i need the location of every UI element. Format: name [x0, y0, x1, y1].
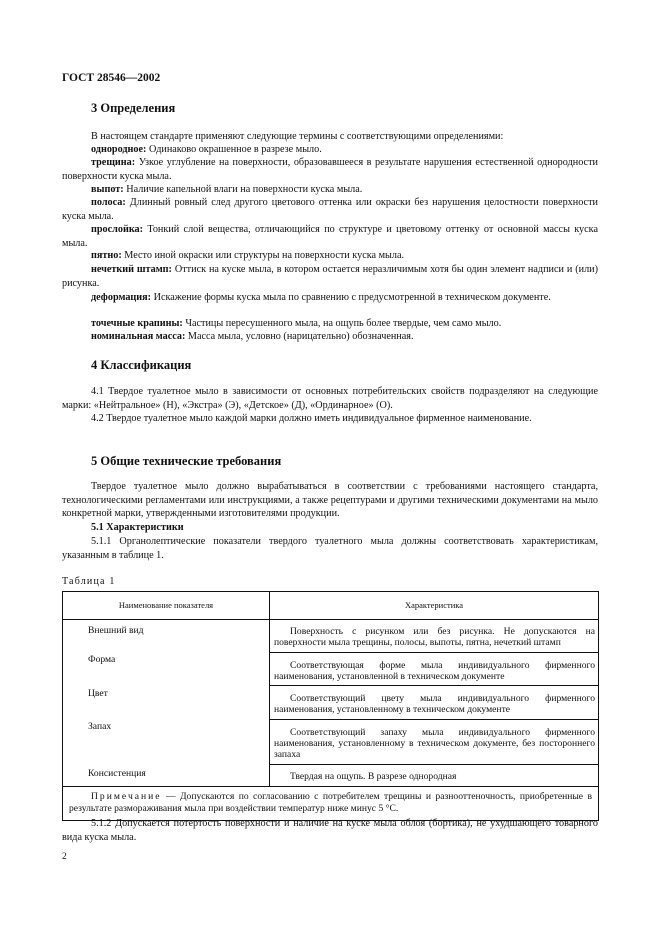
table-cell-name: Запах	[88, 721, 112, 733]
definition-item	[62, 156, 598, 183]
table-row	[63, 719, 599, 764]
definition-text: Место иной окраски или структуры на поверхности куска мыла.	[121, 250, 405, 261]
table-row	[63, 686, 599, 720]
table-header-row	[63, 592, 599, 620]
table-cell-characteristic	[270, 764, 599, 786]
document-header: ГОСТ 28546—2002	[62, 72, 161, 84]
subsection-5-1-title: 5.1 Характеристики	[91, 522, 184, 533]
table-cell-characteristic	[270, 620, 599, 653]
definition-term: деформация:	[91, 292, 152, 303]
table-cell-characteristic	[270, 686, 599, 720]
cell-text: Соответствующая форме мыла индивидуального фирменного наименования, установленной в техническом документе	[274, 659, 595, 682]
definition-term: точечные крапины:	[91, 318, 183, 329]
definition-text: Наличие капельной влаги на поверхности куска мыла.	[123, 184, 363, 195]
table-note	[63, 786, 599, 820]
table-caption: Таблица 1	[62, 576, 116, 587]
page-number: 2	[62, 852, 67, 862]
definition-text: Искажение формы куска мыла по сравнению с предусмотренной в техническом документе.	[151, 292, 551, 303]
paragraph-5-1-2: 5.1.2 Допускается потертость поверхности и наличие на куске мыла облоя (бортика), не ухудшающего товарного вида куска мыла.	[62, 818, 598, 843]
definition-text: Частицы пересушенного мыла, на ощупь более твердые, чем само мыло.	[182, 318, 502, 329]
table-cell-name: Форма	[88, 654, 116, 666]
table-row	[63, 652, 599, 686]
table-row	[63, 764, 599, 786]
definition-term: пятно:	[91, 250, 122, 261]
table-header-name: Наименование показателя	[63, 592, 270, 620]
paragraph-4-2: 4.2 Твердое туалетное мыло каждой марки должно иметь индивидуальное фирменное наименование.	[91, 413, 532, 424]
section-5-title: 5 Общие технические требования	[91, 454, 282, 468]
paragraph-5-1-1: 5.1.1 Органолептические показатели твердого туалетного мыла должны соответствовать характеристикам, указанным в таблице 1.	[62, 536, 598, 561]
definition-text: Оттиск на куске мыла, в котором остается неразличимым хотя бы один элемент надписи и (или) рисунка.	[62, 264, 598, 289]
characteristics-table	[62, 591, 599, 821]
table-cell-name: Цвет	[88, 687, 108, 699]
table-note-row	[63, 786, 599, 820]
definition-text: Узкое углубление на поверхности, образовавшееся в результате нарушения естественной однородности поверхности куска мыла.	[62, 157, 598, 182]
cell-text: Соответствующий запаху мыла индивидуального фирменного наименования, установленному в техническом документе, без постороннего запаха	[274, 726, 595, 761]
definition-item	[62, 223, 598, 250]
definition-term: полоса:	[91, 197, 126, 208]
table-cell-characteristic	[270, 719, 599, 764]
definition-text: Одинаково окрашенное в разрезе мыло.	[146, 144, 322, 155]
definition-item	[62, 249, 598, 263]
definition-text: Длинный ровный след другого цветового оттенка или окраски без нарушения целостности поверхности куска мыла.	[62, 197, 598, 222]
table-header-characteristic: Характеристика	[270, 592, 599, 620]
definition-text: Тонкий слой вещества, отличающийся по структуре и цветовому оттенку от основной массы куска мыла.	[62, 224, 598, 249]
definition-term: нечеткий штамп:	[91, 264, 172, 275]
paragraph-5-intro: Твердое туалетное мыло должно вырабатываться в соответствии с требованиями настоящего стандарта, технологическими регламентами или инструкциями, а также рецептурами и другими техническими документами на мыло конкретной марки, утвержденными изготовителями продукции.	[62, 481, 598, 520]
note-label: Примечание	[91, 790, 162, 802]
table-row	[63, 620, 599, 653]
definition-term: выпот:	[91, 184, 124, 195]
definition-term: трещина:	[91, 157, 136, 168]
note-text: — Допускаются по согласованию с потребителем трещины и разнооттеночность, приобретенные в результате размораживания мыла при воздействии температур ниже минус 5 °С.	[69, 790, 592, 814]
cell-text: Поверхность с рисунком или без рисунка. Не допускаются на поверхности мыла трещины, полосы, выпоты, пятна, нечеткий штамп	[274, 626, 595, 649]
table-cell-characteristic	[270, 652, 599, 686]
definition-item	[62, 317, 598, 331]
definition-item	[62, 263, 598, 290]
section-4-title: 4 Классификация	[91, 358, 192, 372]
definition-item	[62, 143, 598, 157]
definition-item	[62, 330, 598, 344]
definition-term: прослойка:	[91, 224, 144, 235]
paragraph-4-1: 4.1 Твердое туалетное мыло в зависимости от основных потребительских свойств подразделяют на следующие марки: «Нейтральное» (Н), «Экстра» (Э), «Детское» (Д), «Ординарное» (О).	[62, 386, 598, 411]
section-3-title: 3 Определения	[91, 101, 176, 115]
definition-item	[62, 196, 598, 223]
section-3-intro: В настоящем стандарте применяют следующие термины с соответствующими определениями:	[91, 131, 504, 142]
table-cell-name: Внешний вид	[88, 625, 144, 636]
definition-term: номинальная масса:	[91, 331, 186, 342]
table-cell-name: Консистенция	[88, 768, 146, 780]
cell-text: Соответствующий цвету мыла индивидуального фирменного наименования, установленному в техническом документе	[274, 693, 595, 716]
definition-item	[62, 291, 598, 305]
definition-text: Масса мыла, условно (нарицательно) обозначенная.	[185, 331, 414, 342]
definition-term: однородное:	[91, 144, 147, 155]
definition-item	[62, 183, 598, 197]
cell-text: Твердая на ощупь. В разрезе однородная	[290, 770, 457, 782]
